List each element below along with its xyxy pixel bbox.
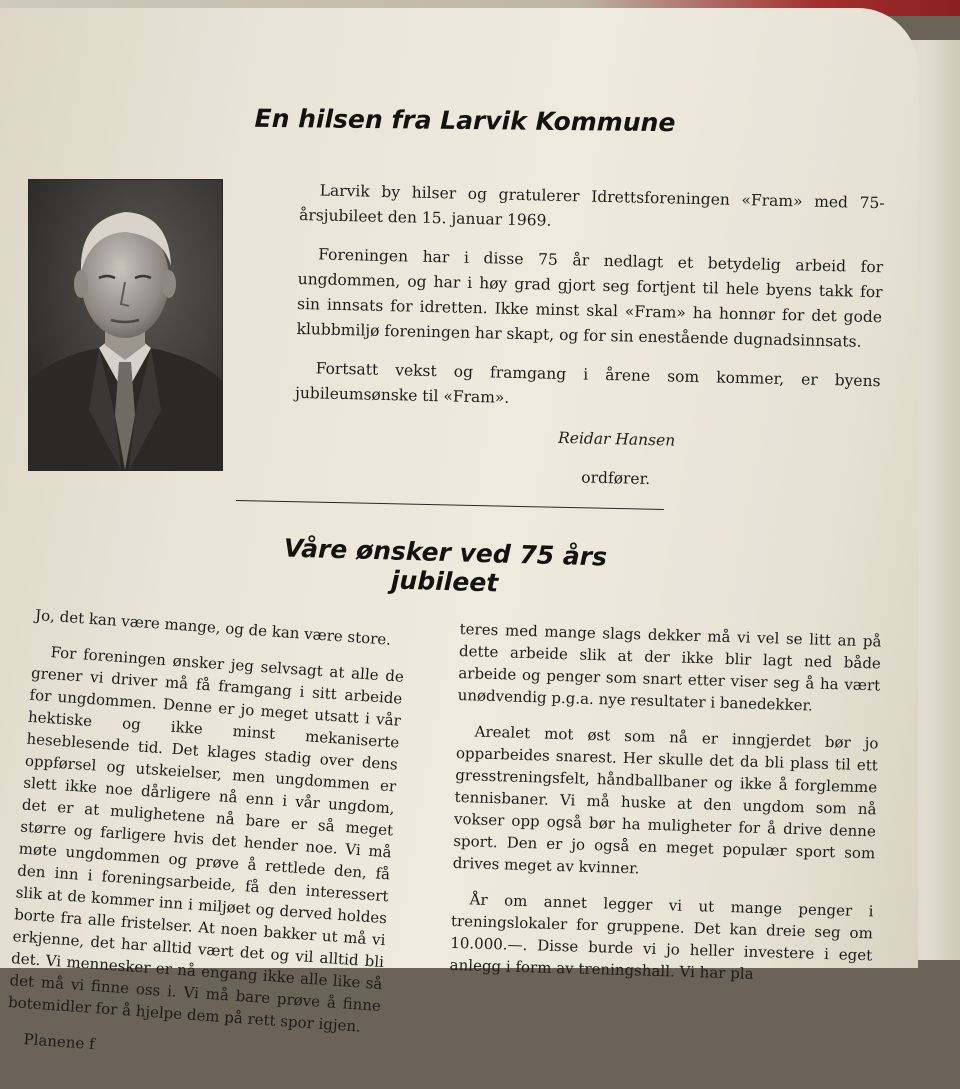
body-paragraph: Jo, det kan være mange, og de kan være store.: [34, 605, 392, 649]
body-paragraph: Planene f: [22, 1030, 96, 1054]
greeting-letter: [293, 178, 885, 511]
article-1-title: En hilsen fra Larvik Kommune: [254, 103, 676, 138]
article-2-title: Våre ønsker ved 75 års jubileet: [283, 533, 608, 598]
body-paragraph: For foreningen ønsker jeg selvsagt at alle de grener vi driver må få framgang i sitt arbeide for ungdommen. Denne er jo meget utsatt i vår hektiske og ikke minst mekaniserte heseblesende tid. Det klages stadig over dens oppførsel og utskeielser, men ungdommen er slett ikke noe dårligere nå enn i vår ungdom, det er at mulighetene nå bare er så meget større og farligere hvis det hender noe. Vi må møte ungdommen og prøve å rettlede den, få den inn i foreningsarbeide, få den interessert slik at de kommer inn i miljøet og derved holdes borte fra alle fristelser. At noen bakker ut må vi erkjenne, det har alltid vært det og vil alltid bli det. Vi mennesker er nå engang ikke alle like så det må vi finne oss i. Vi må bare prøve å finne botemidler for å hjelpe dem på rett spor igjen.: [7, 643, 405, 1036]
letter-paragraph: Fortsatt vekst og framgang i årene som kommer, er byens jubileumsønske til «Fram».: [294, 359, 881, 407]
book-page: [0, 8, 918, 1054]
letter-paragraph: Foreningen har i disse 75 år nedlagt et betydelig arbeid for ungdommen, og har i høy grad gjort seg fortjent til hele byens takk for sin innsats for idretten. Ikke minst skal «Fram» ha honnør for det gode klubbmiljø foreningen har skapt, og for sin enestående dugnadsinnsats.: [296, 245, 884, 351]
article-2-right-column: [449, 618, 882, 1002]
mayor-portrait-photo: [29, 180, 222, 470]
body-paragraph: teres med mange slags dekker må vi vel se litt an på dette arbeide slik at der ikke blir lagt ned både arbeide og penger som snart etter viser seg å ha vært unødvendig p.g.a. nye resultater i banedekker.: [457, 619, 882, 715]
signature-title: ordfører.: [581, 468, 651, 489]
letter-paragraph: Larvik by hilser og gratulerer Idrettsforeningen «Fram» med 75-årsjubileet den 15. januar 1969.: [298, 181, 885, 230]
signature-name: Reidar Hansen: [557, 428, 676, 450]
body-paragraph: År om annet legger vi ut mange penger i treningslokaler for gruppene. Det kan dreie seg om 10.000.—. Disse burde vi jo heller investere i eget anlegg i form av treningshall. Vi har pla: [449, 890, 874, 983]
body-paragraph: Arealet mot øst som nå er inngjerdet bør jo opparbeides snarest. Her skulle det da bli plass til ett gresstreningsfelt, håndballbaner og ikke å forglemme tennisbaner. Vi må huske at den ungdom som nå vokser opp også bør ha muligheter for å drive denne sport. Den er jo også en meget populær sport som drives meget av kvinner.: [452, 722, 879, 878]
article-2-left-column: [4, 604, 407, 1089]
